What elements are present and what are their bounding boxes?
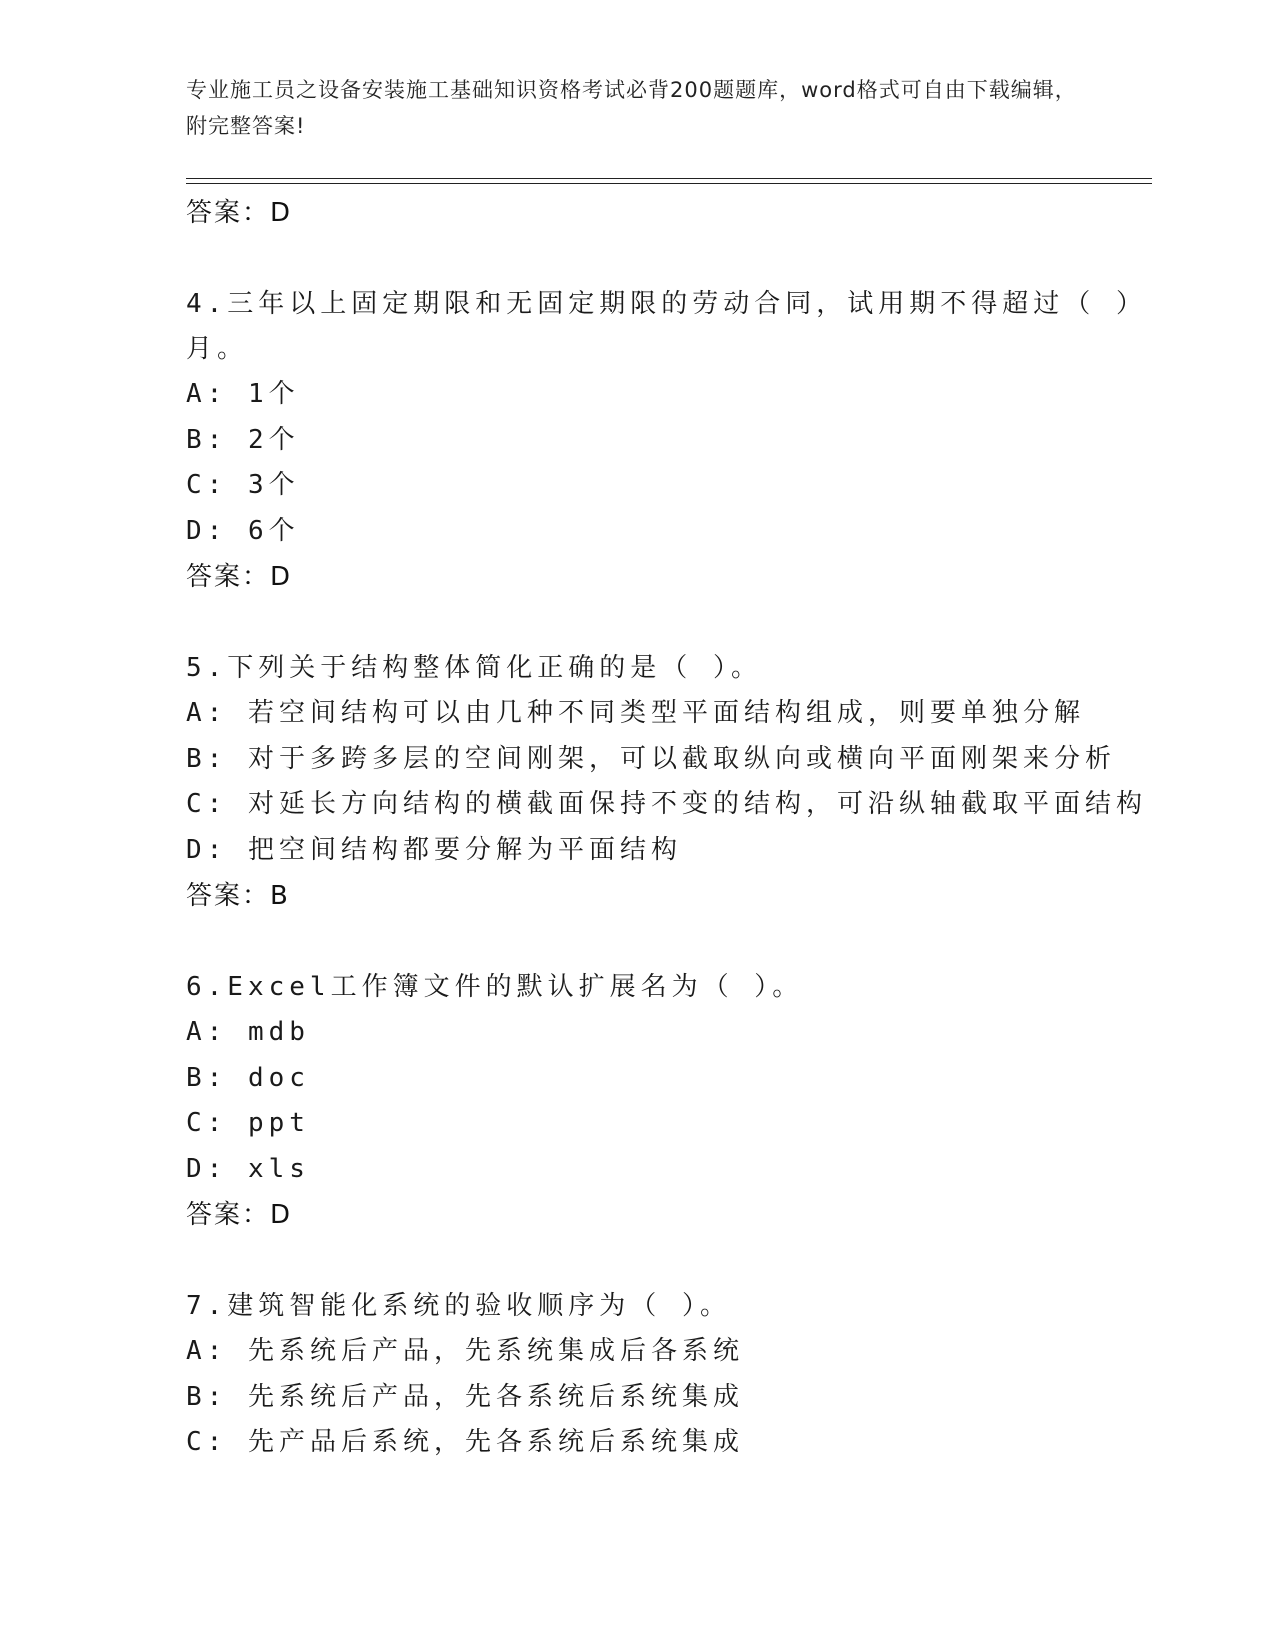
question-list (186, 190, 1146, 1466)
option-c: C: 对延长方向结构的横截面保持不变的结构，可沿纵轴截取平面结构 (186, 789, 1147, 819)
option-d: D: 把空间结构都要分解为平面结构 (186, 834, 682, 865)
option-c: C: 3个 (186, 470, 300, 500)
option-a: A: 1个 (186, 379, 300, 409)
header-divider-top (186, 178, 1152, 179)
block-spacer (186, 600, 1146, 646)
answer-line: 答案：D (186, 562, 293, 592)
answer-line: 答案：D (186, 1200, 293, 1230)
option-b: B: 2个 (186, 424, 300, 455)
header-divider-bottom (186, 183, 1152, 184)
answer-line: 答案：B (186, 881, 290, 911)
document-header: 专业施工员之设备安装施工基础知识资格考试必背200题题库，word格式可自由下载编辑，附完整答案! (186, 78, 1077, 138)
option-c: C: 先产品后系统，先各系统后系统集成 (186, 1427, 744, 1457)
option-a: A: mdb (186, 1017, 310, 1047)
question-text: 5.下列关于结构整体简化正确的是（ ）。 (186, 653, 762, 683)
question-text: 4.三年以上固定期限和无固定期限的劳动合同，试用期不得超过（ ）月。 (186, 289, 1134, 364)
question-text: 7.建筑智能化系统的验收顺序为（ ）。 (186, 1291, 731, 1321)
question-block (186, 965, 1146, 1238)
question-block (186, 282, 1146, 600)
option-a: A: 先系统后产品，先系统集成后各系统 (186, 1336, 744, 1366)
answer-line: 答案：D (186, 198, 293, 228)
block-spacer (186, 919, 1146, 965)
option-b: B: 先系统后产品，先各系统后系统集成 (186, 1381, 744, 1412)
option-d: D: 6个 (186, 515, 300, 546)
option-a: A: 若空间结构可以由几种不同类型平面结构组成，则要单独分解 (186, 698, 1085, 728)
option-b: B: doc (186, 1062, 310, 1093)
option-b: B: 对于多跨多层的空间刚架，可以截取纵向或横向平面刚架来分析 (186, 743, 1116, 774)
question-text: 6.Excel工作簿文件的默认扩展名为（ ）。 (186, 972, 804, 1002)
question-block (186, 1284, 1146, 1466)
question-block (186, 646, 1146, 919)
block-spacer (186, 1238, 1146, 1284)
option-c: C: ppt (186, 1108, 310, 1138)
block-spacer (186, 236, 1146, 282)
option-d: D: xls (186, 1153, 310, 1184)
